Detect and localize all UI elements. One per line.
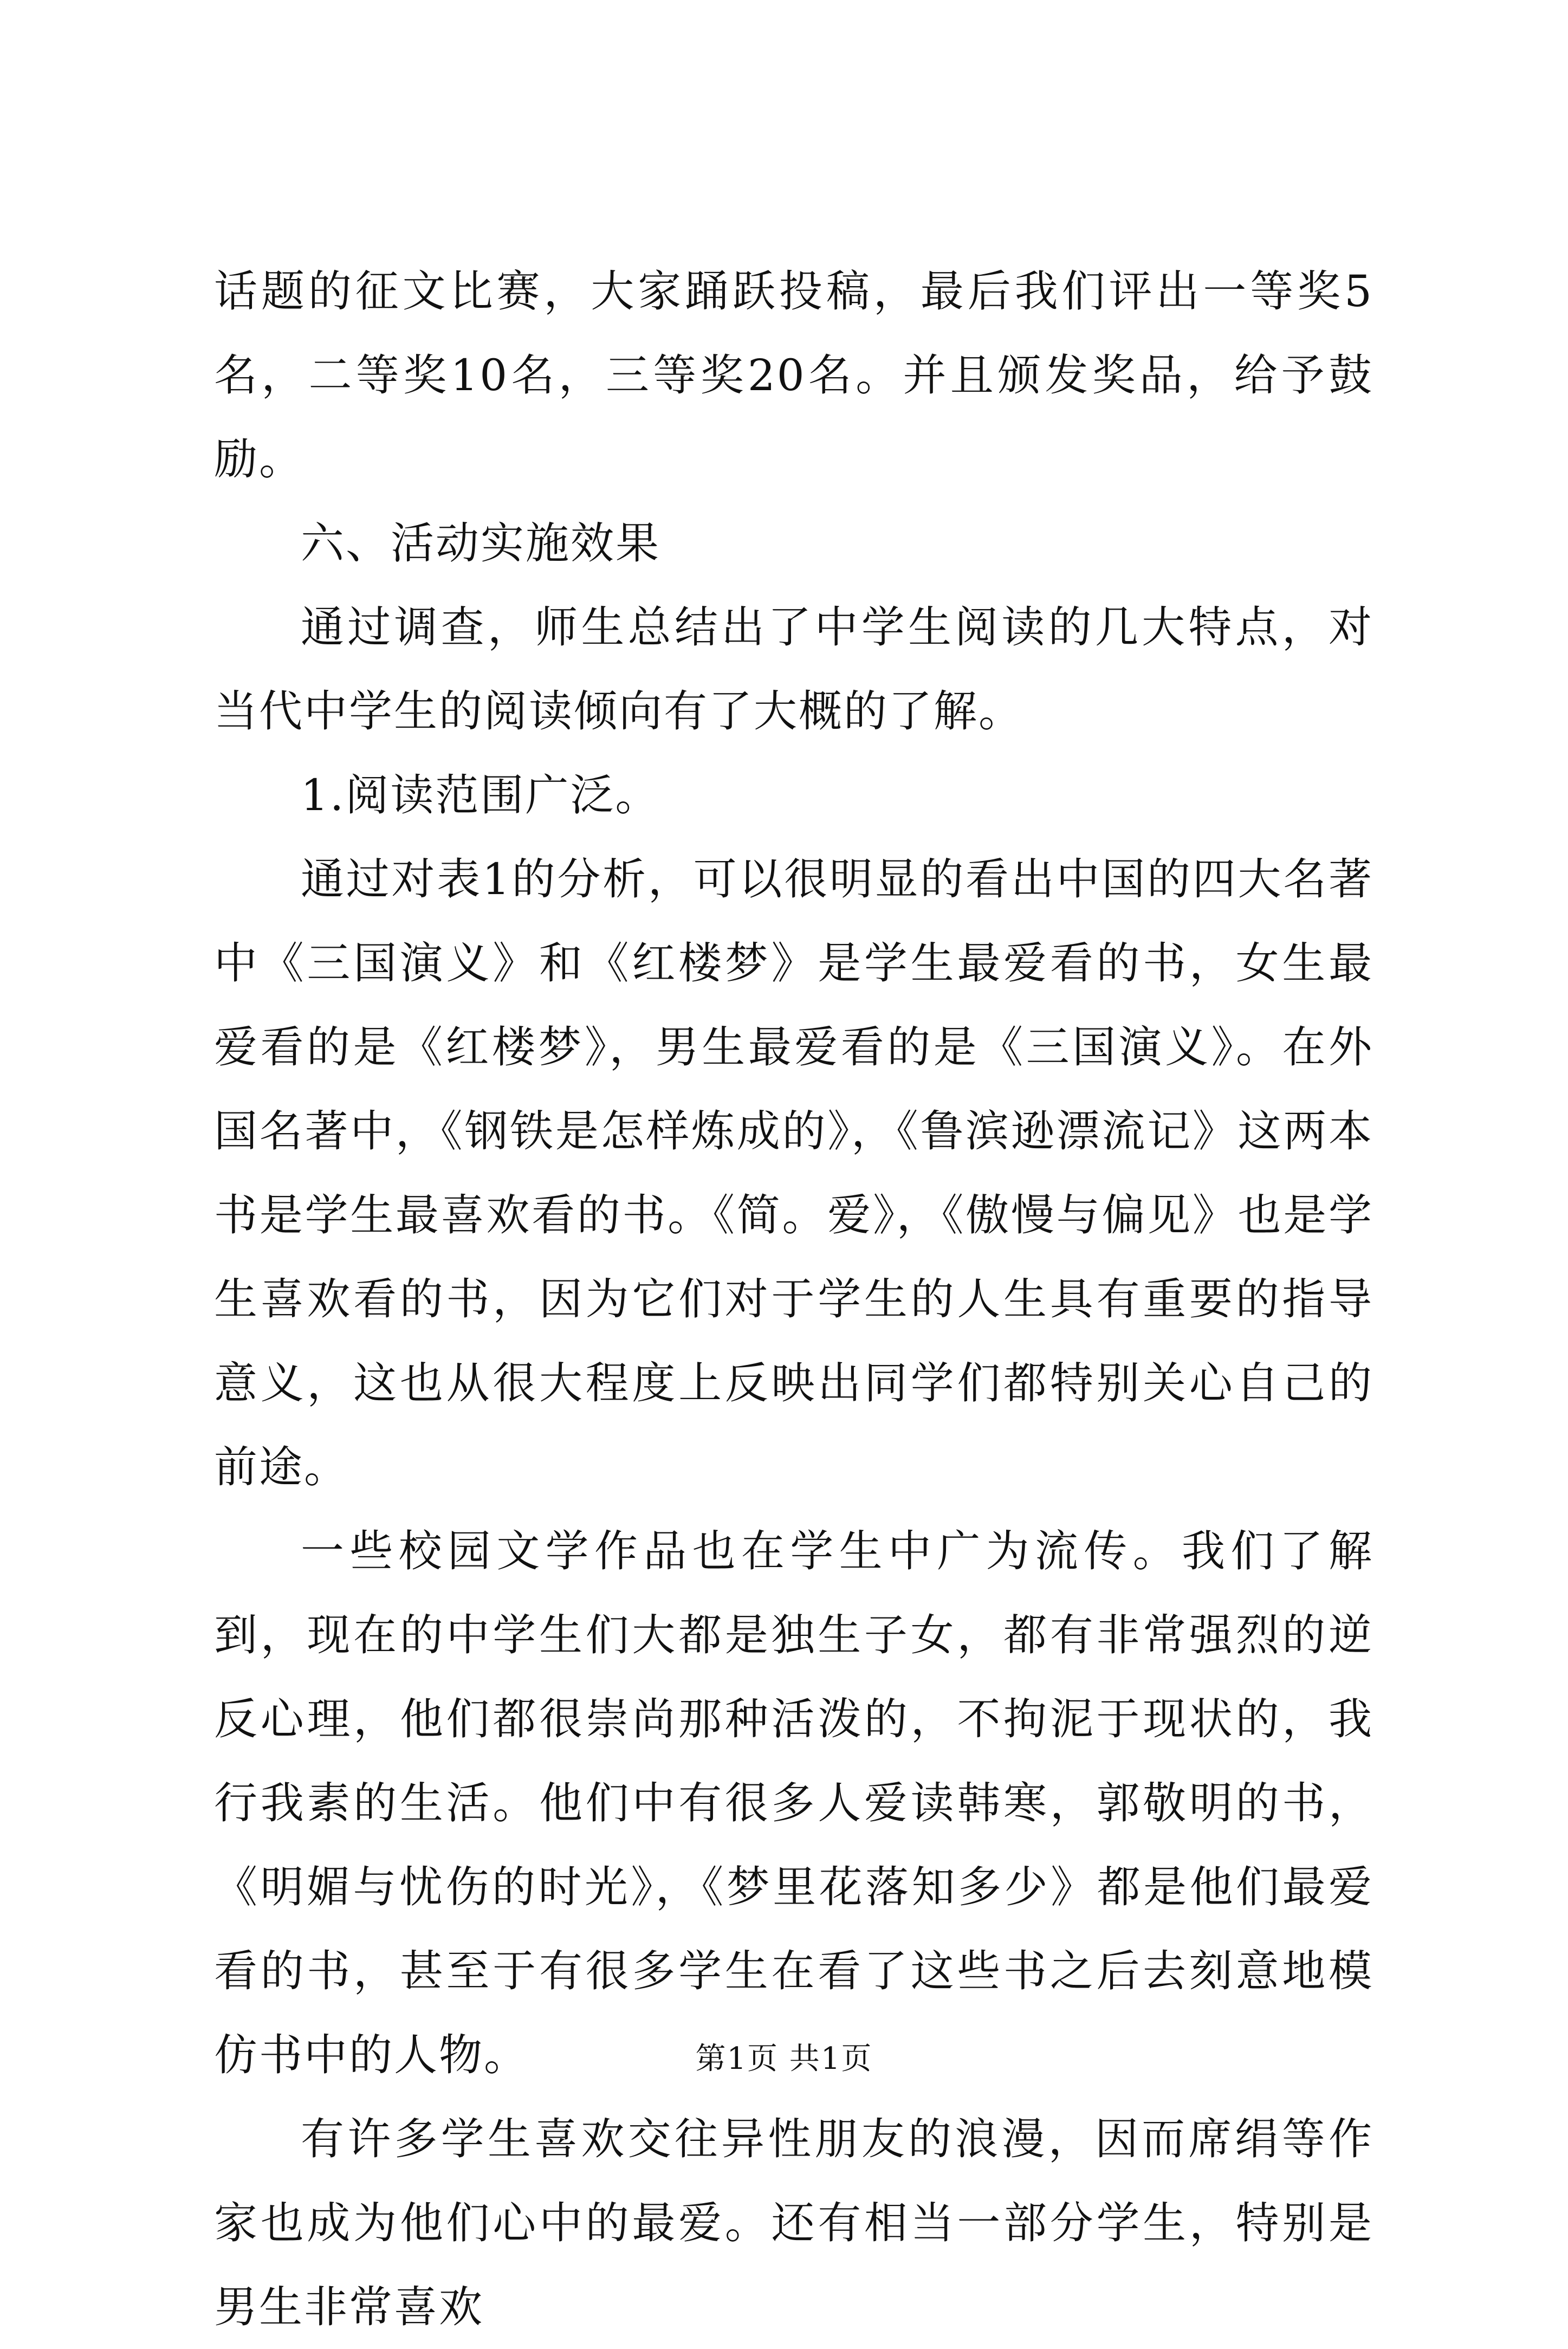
paragraph-survey-summary: 通过调查，师生总结出了中学生阅读的几大特点，对当代中学生的阅读倾向有了大概的了解。 [214,602,1373,736]
paragraph-essay-contest-continued: 话题的征文比赛，大家踊跃投稿，最后我们评出一等奖5名，二等奖10名，三等奖20名。并且颁发奖品，给予鼓励。 [214,266,1373,484]
subheading-reading-scope: 1.阅读范围广泛。 [301,770,660,820]
section-heading-activity-results: 六、活动实施效果 [301,518,660,568]
paragraph-table-analysis: 通过对表1的分析，可以很明显的看出中国的四大名著中《三国演义》和《红楼梦》是学生最爱看的书，女生最爱看的是《红楼梦》，男生最爱看的是《三国演义》。在外国名著中，《钢铁是怎样炼成的》，《鲁滨逊漂流记》这两本书是学生最喜欢看的书。《简。爱》，《傲慢与偏见》也是学生喜欢看的书，因为它们对于学生的人生具有重要的指导意义，这也从很大程度上反映出同学们都特别关心自己的前途。 [214,854,1373,1492]
page-footer: 第1页 共1页 [695,2041,873,2076]
document-body [214,249,1373,2349]
paragraph-campus-literature: 一些校园文学作品也在学生中广为流传。我们了解到，现在的中学生们大都是独生子女，都有非常强烈的逆反心理，他们都很崇尚那种活泼的，不拘泥于现状的，我行我素的生活。他们中有很多人爱读韩寒，郭敬明的书，《明媚与忧伤的时光》，《梦里花落知多少》都是他们最爱看的书，甚至于有很多学生在看了这些书之后去刻意地模仿书中的人物。 [214,1526,1373,2080]
paragraph-romance-writers: 有许多学生喜欢交往异性朋友的浪漫，因而席绢等作家也成为他们心中的最爱。还有相当一部分学生，特别是男生非常喜欢 [214,2114,1373,2332]
